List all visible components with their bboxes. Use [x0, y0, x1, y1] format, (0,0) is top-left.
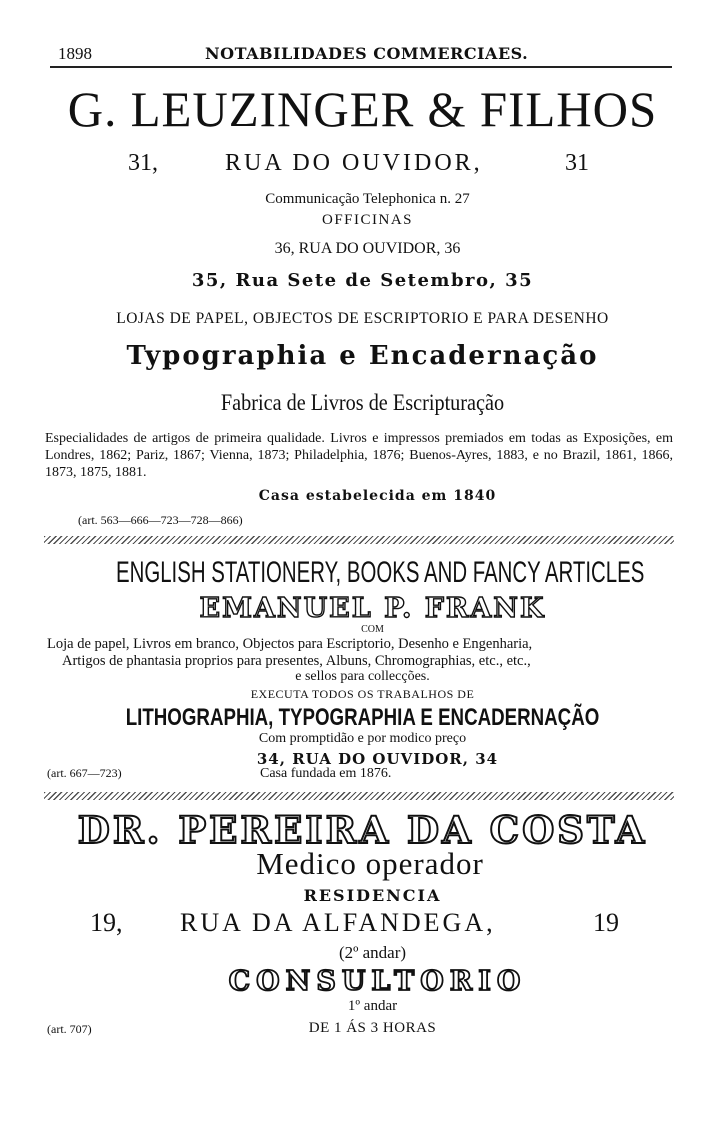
leuzinger-number-left: 31,	[128, 150, 158, 176]
separator-wavy-1	[44, 536, 674, 544]
frank-line-2: Artigos de phantasia proprios para presentes, Albuns, Chromographias, etc., etc.,	[62, 653, 531, 669]
alfandega-street: RUA DA ALFANDEGA,	[180, 908, 496, 937]
andar-2: (2º andar)	[338, 943, 407, 962]
header-rule	[50, 66, 672, 68]
lithographia-heading: LITHOGRAPHIA, TYPOGRAPHIA E ENCADERNAÇÃO	[125, 704, 600, 731]
consult-andar: 1º andar	[347, 998, 398, 1014]
leuzinger-number-right: 31	[565, 150, 589, 176]
pereira-number-right: 19	[593, 908, 619, 937]
executa-line: EXECUTA TODOS OS TRABALHOS DE	[250, 687, 475, 701]
typographia-heading: Typographia e Encadernação	[126, 341, 599, 371]
english-stationery-heading: ENGLISH STATIONERY, BOOKS AND FANCY ARTICLES	[116, 556, 645, 589]
running-title: NOTABILIDADES COMMERCIAES.	[205, 44, 529, 63]
frank-line-3: e sellos para collecções.	[295, 669, 430, 684]
casa-fundada: Casa fundada em 1876.	[260, 766, 392, 781]
page-number: 1898	[58, 44, 92, 63]
pereira-art-ref: (art. 707)	[47, 1022, 92, 1036]
casa-estabelecida: Casa estabelecida em 1840	[258, 488, 497, 504]
frank-name: EMANUEL P. FRANK	[199, 593, 546, 624]
pereira-number-left: 19,	[90, 908, 123, 937]
frank-line-1: Loja de papel, Livros em branco, Objectos para Escriptorio, Desenho e Engenharia,	[47, 636, 533, 652]
leuzinger-title: G. LEUZINGER & FILHOS	[67, 81, 658, 137]
pereira-name: DR. PEREIRA DA COSTA	[77, 808, 648, 852]
separator-wavy-2	[44, 792, 674, 800]
residencia-heading: RESIDENCIA	[303, 886, 442, 905]
fabrica-heading: Fabrica de Livros de Escripturação	[220, 390, 505, 415]
officinas-address: 36, RUA DO OUVIDOR, 36	[274, 240, 461, 257]
especialidades-paragraph: Especialidades de artigos de primeira qualidade. Livros e impressos premiados em todas as Exposições, em Londres, 1862; Pariz, 1867; Vienna, 1873; Philadelphia, 1876; Buenos-Ayres, 1883, e no Brazil, 1861, 1866, 1873, 1875, 1881.	[45, 431, 673, 480]
leuzinger-art-ref: (art. 563—666—723—728—866)	[78, 513, 243, 527]
leuzinger-street: RUA DO OUVIDOR,	[225, 150, 483, 176]
com-label: COM	[361, 624, 384, 635]
lojas-line: LOJAS DE PAPEL, OBJECTOS DE ESCRIPTORIO E PARA DESENHO	[116, 310, 609, 327]
consultorio-heading: CONSULTORIO	[228, 966, 527, 997]
rua-sete-address: 35, Rua Sete de Setembro, 35	[191, 270, 534, 291]
frank-art-ref: (art. 667—723)	[47, 766, 122, 780]
promptidao-line: Com promptidão e por modico preço	[258, 731, 467, 746]
medico-operador: Medico operador	[256, 846, 484, 881]
frank-address: 34, RUA DO OUVIDOR, 34	[256, 750, 499, 768]
telephone-line: Communicação Telephonica n. 27	[265, 191, 470, 207]
horas-line: DE 1 ÁS 3 HORAS	[308, 1020, 437, 1036]
officinas-heading: OFFICINAS	[321, 212, 414, 228]
